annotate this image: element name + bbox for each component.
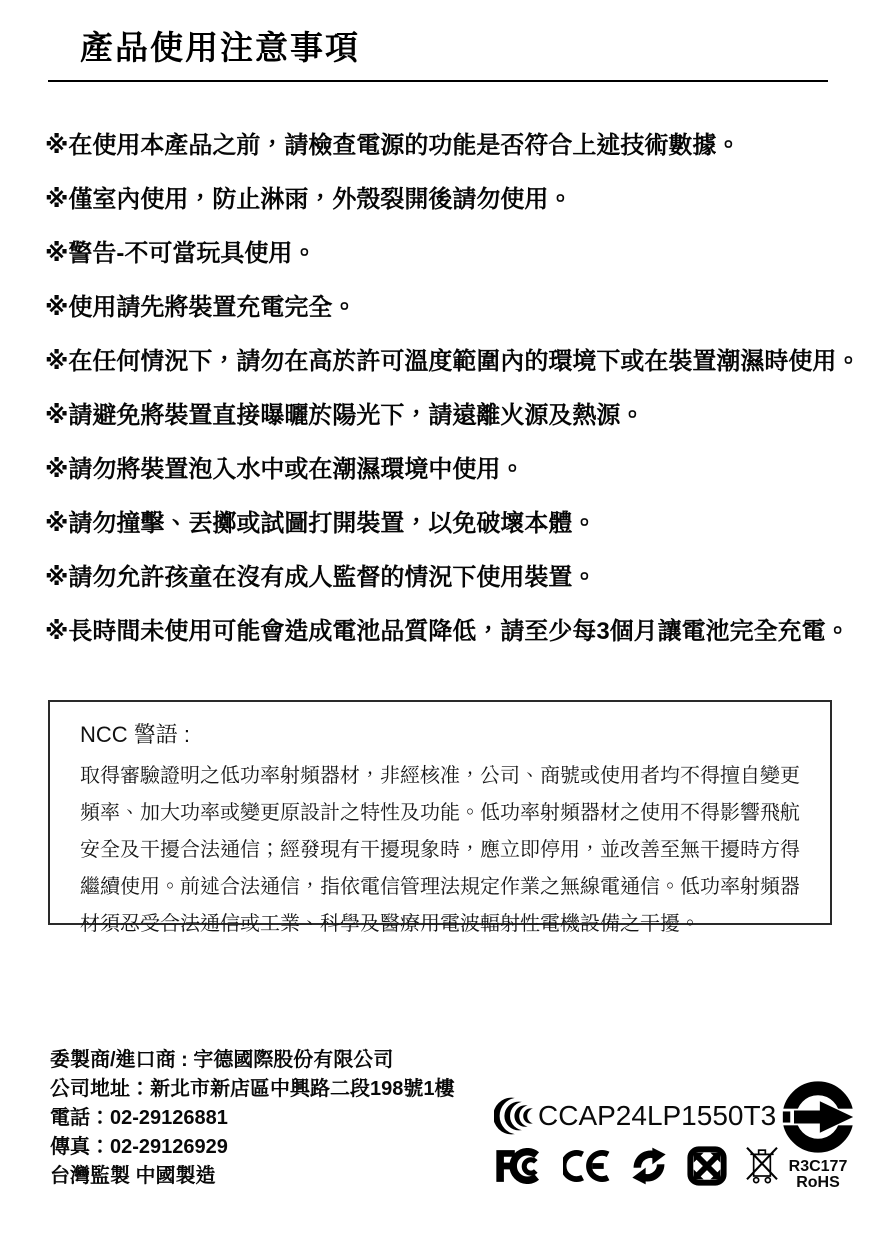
page-title: 產品使用注意事項 — [80, 29, 360, 66]
notice-item: ※請勿將裝置泡入水中或在潮濕環境中使用。 — [45, 456, 525, 483]
bsmi-certification — [770, 1080, 866, 1191]
ncc-certification-id: CCAP24LP1550T3 — [538, 1100, 777, 1131]
notice-item: ※使用請先將裝置充電完全。 — [45, 294, 357, 321]
address-line: 公司地址：新北市新店區中興路二段198號1樓 — [50, 1078, 455, 1100]
bsmi-logo-icon — [781, 1080, 855, 1154]
notice-item: ※請勿允許孩童在沒有成人監督的情況下使用裝置。 — [45, 564, 597, 591]
origin-line: 台灣監製 中國製造 — [50, 1165, 216, 1187]
notice-item: ※請避免將裝置直接曝曬於陽光下，請遠離火源及熱源。 — [45, 402, 645, 429]
ncc-warning-heading: NCC 警語 : — [80, 722, 191, 747]
title-underline — [48, 80, 828, 82]
fax-line: 傳真：02-29126929 — [50, 1136, 228, 1158]
rohs-label: RoHS — [796, 1174, 840, 1191]
certification-marks-row — [493, 1144, 779, 1188]
notice-item: ※警告-不可當玩具使用。 — [45, 240, 317, 267]
company-info — [50, 1046, 455, 1191]
notice-list — [45, 119, 867, 659]
notice-item: ※在使用本產品之前，請檢查電源的功能是否符合上述技術數據。 — [45, 132, 741, 159]
fcc-logo-icon — [493, 1148, 545, 1184]
ncc-warning-body: 取得審驗證明之低功率射頻器材，非經核准，公司、商號或使用者均不得擅自變更頻率、加大功率或變更原設計之特性及功能。低功率射頻器材之使用不得影響飛航安全及干擾合法通信；經發現有干擾現象時，應立即停用，並改善至無干擾時方得繼續使用。前述合法通信，指依電信管理法規定作業之無線電通信。低功率射頻器材須忍受合法通信或工業、科學及醫療用電波輻射性電機設備之干擾。 — [80, 765, 800, 935]
notice-item: ※請勿撞擊、丟擲或試圖打開裝置，以免破壞本體。 — [45, 510, 597, 537]
phone-line: 電話：02-29126881 — [50, 1107, 228, 1129]
ce-mark-icon — [563, 1148, 611, 1184]
recycle-icon — [629, 1146, 669, 1186]
taiwan-recycle-icon — [687, 1146, 727, 1186]
notice-item: ※僅室內使用，防止淋雨，外殼裂開後請勿使用。 — [45, 186, 573, 213]
ncc-signal-icon — [494, 1094, 534, 1138]
notice-item: ※長時間未使用可能會造成電池品質降低，請至少每3個月讓電池完全充電。 — [45, 618, 850, 645]
ncc-warning-box — [48, 700, 832, 935]
ncc-certification-row — [494, 1094, 776, 1138]
bsmi-certification-id: R3C177 — [788, 1158, 848, 1175]
notice-item: ※在任何情況下，請勿在高於許可溫度範圍內的環境下或在裝置潮濕時使用。 — [45, 348, 861, 375]
manufacturer-line: 委製商/進口商 : 宇德國際股份有限公司 — [50, 1049, 394, 1071]
